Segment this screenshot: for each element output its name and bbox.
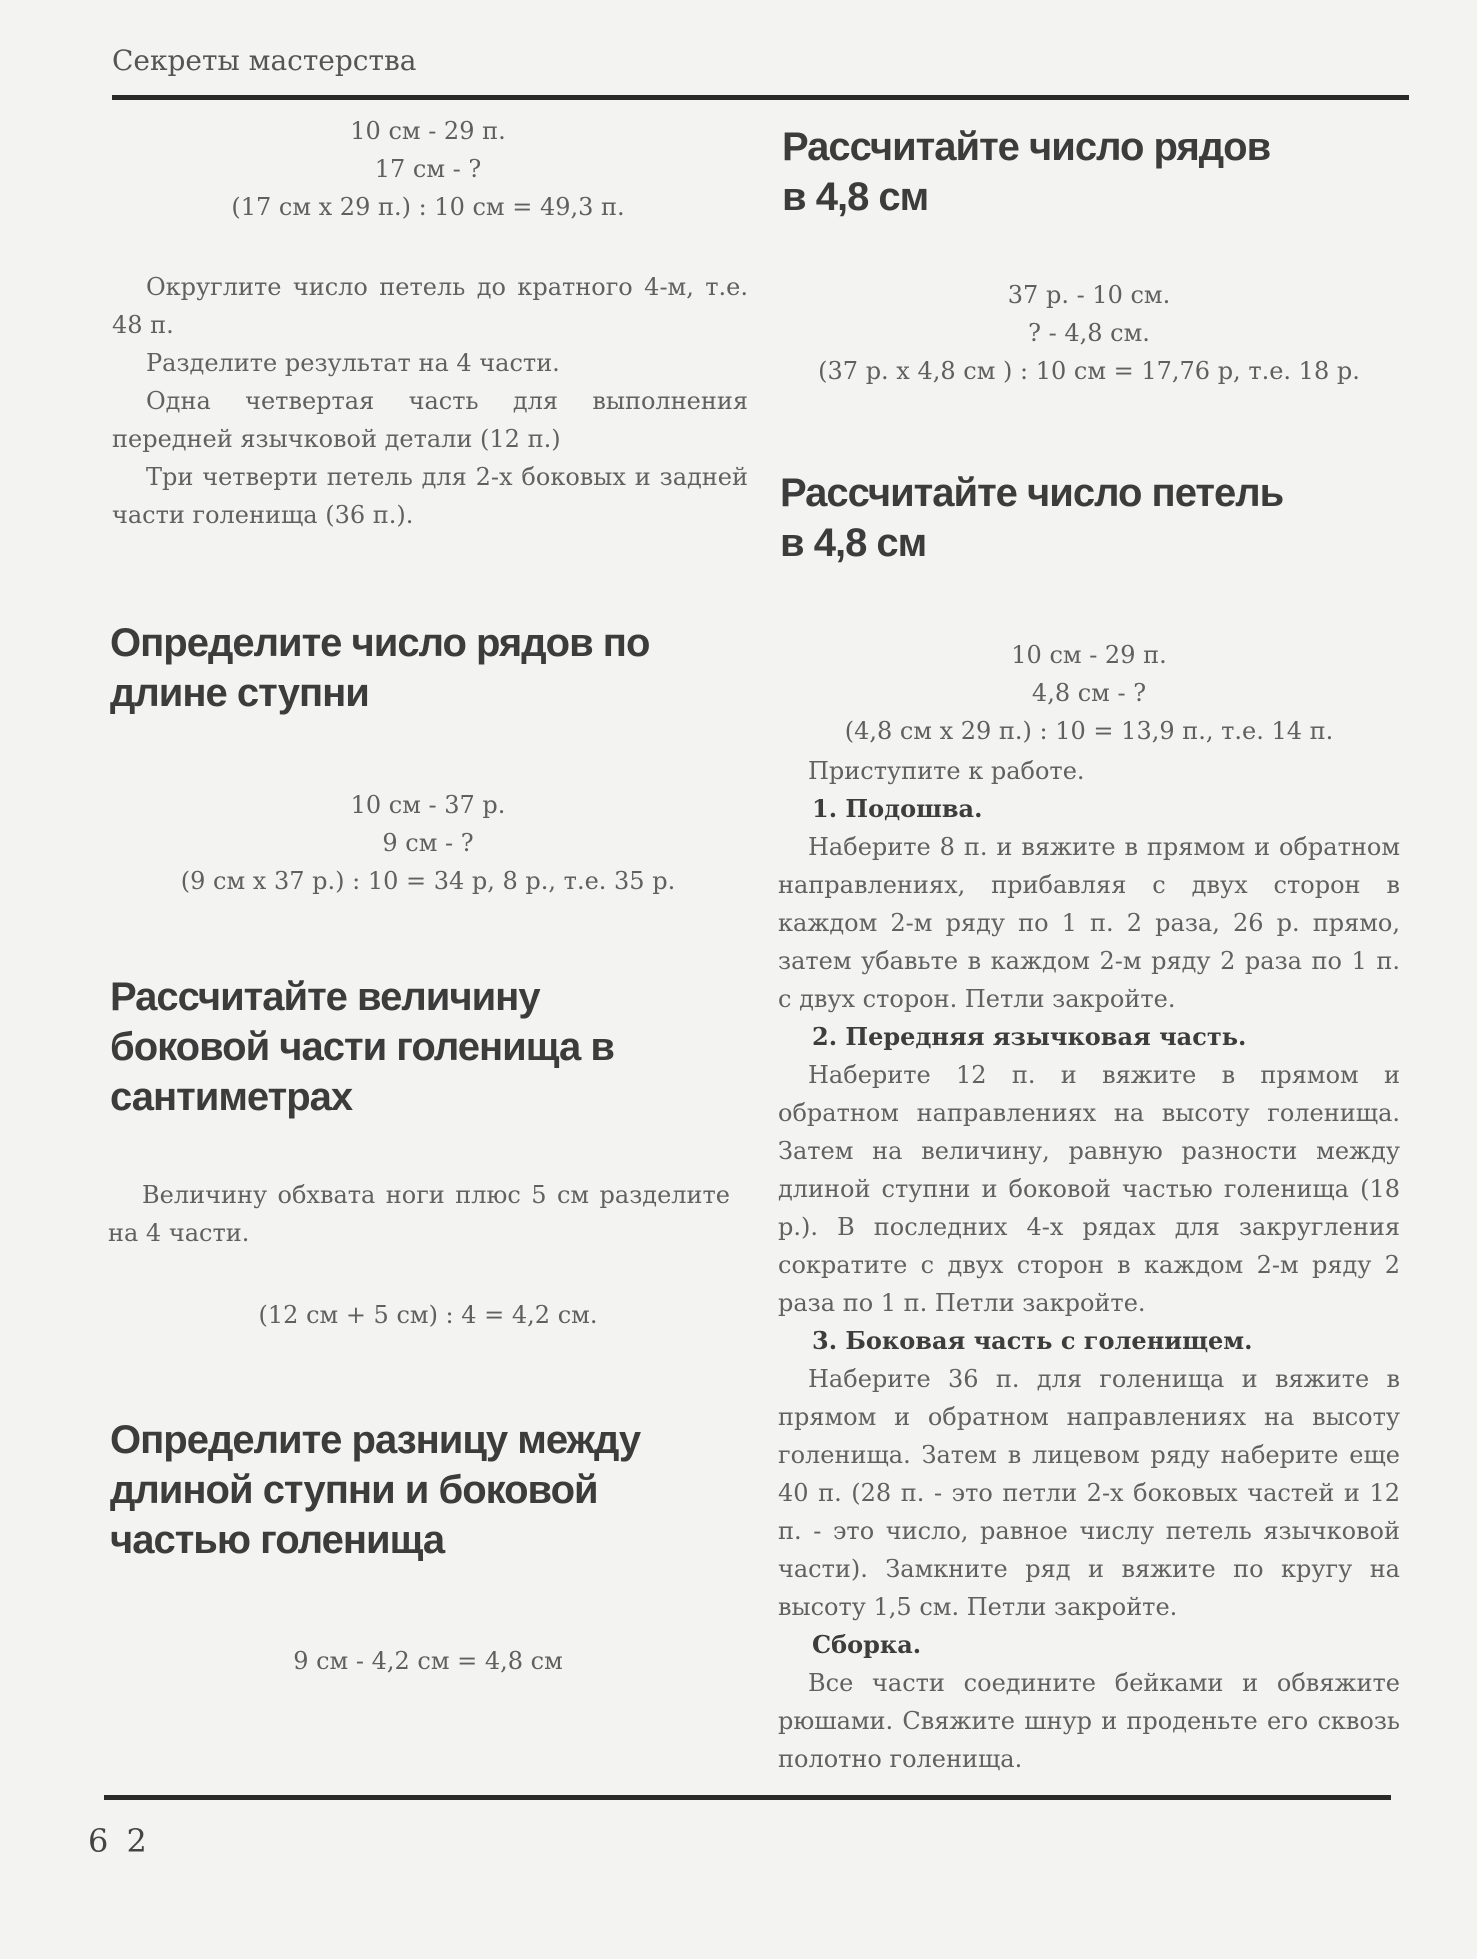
footer-rule — [104, 1795, 1391, 1800]
calc-line: 9 см - ? — [382, 829, 474, 857]
paragraph: Разделите результат на 4 части. — [146, 349, 560, 377]
step-3-title: 3. Боковая часть с голенищем. — [812, 1326, 1253, 1355]
calc-block-4 — [778, 636, 1400, 750]
calc-line: 10 см - 37 р. — [350, 791, 506, 819]
calc-line: 9 см - 4,2 см = 4,8 см — [293, 1647, 563, 1675]
heading-line: Определите разницу между — [110, 1418, 641, 1462]
step-2-text: Наберите 12 п. и вяжите в прямом и обратном направлениях на высоту голенища. Затем на величину, равную разности между длиной ступни и боковой частью голенища (18 р.). В последних 4-х рядах для закругления сократите с двух сторон в каждом 2-м ряду 2 раза по 1 п. Петли закройте. — [778, 1061, 1400, 1317]
heading-line: в 4,8 см — [782, 175, 929, 219]
assembly-text: Все части соедините бейками и обвяжите рюшами. Свяжите шнур и проденьте его сквозь полотно голенища. — [778, 1669, 1400, 1773]
step-3-text: Наберите 36 п. для голенища и вяжите в прямом и обратном направлениях на высоту голенища. Затем в лицевом ряду наберите еще 40 п. (28 п. - это петли 2-х боковых частей и 12 п. - это число, равное числу петель язычковой части). Замкните ряд и вяжите по кругу на высоту 1,5 см. Петли закройте. — [778, 1365, 1400, 1621]
calc-line: (4,8 см х 29 п.) : 10 = 13,9 п., т.е. 14 п. — [844, 717, 1334, 745]
heading-stitches-in-4-8 — [780, 468, 1400, 568]
paragraph: Одна четвертая часть для выполнения передней язычковой детали (12 п.) — [112, 387, 748, 453]
heading-difference — [110, 1415, 750, 1565]
paragraph: Три четверти петель для 2-х боковых и задней части голенища (36 п.). — [112, 463, 748, 529]
heading-line: Определите число рядов по — [110, 621, 650, 665]
calc-line: ? - 4,8 см. — [1028, 319, 1150, 347]
calc-line: 17 см - ? — [374, 155, 482, 183]
calc-block-1 — [108, 112, 748, 226]
paragraph-block-1 — [112, 268, 748, 534]
instructions — [778, 752, 1400, 1778]
heading-rows-by-foot — [110, 618, 750, 718]
calc-line: (17 см х 29 п.) : 10 см = 49,3 п. — [231, 193, 625, 221]
heading-line: боковой части голенища в — [110, 1025, 614, 1069]
calc-line: (37 р. х 4,8 см ) : 10 см = 17,76 р, т.е. 18 р. — [818, 357, 1360, 385]
step-1-title: 1. Подошва. — [812, 794, 983, 823]
assembly-title: Сборка. — [812, 1630, 922, 1659]
heading-line: в 4,8 см — [780, 521, 927, 565]
paragraph: Округлите число петель до кратного 4-м, т.е. 48 п. — [112, 273, 748, 339]
calc-line: 4,8 см - ? — [1031, 679, 1147, 707]
heading-side-part-size — [110, 972, 750, 1122]
page-header: Секреты мастерства — [112, 44, 417, 77]
heading-line: длине ступни — [110, 671, 369, 715]
heading-rows-in-4-8 — [782, 122, 1402, 222]
calc-line: 10 см - 29 п. — [350, 117, 506, 145]
step-2-title: 2. Передняя язычковая часть. — [812, 1022, 1247, 1051]
start-text: Приступите к работе. — [808, 757, 1085, 785]
calc-line: (12 см + 5 см) : 4 = 4,2 см. — [258, 1301, 598, 1329]
heading-line: сантиметрах — [110, 1075, 353, 1119]
page-number: 6 2 — [88, 1822, 151, 1860]
header-rule — [112, 95, 1409, 100]
heading-line: частью голенища — [110, 1518, 445, 1562]
heading-line: Рассчитайте величину — [110, 975, 540, 1019]
calc-line: 37 р. - 10 см. — [1007, 281, 1171, 309]
calc-line: 10 см - 29 п. — [1011, 641, 1167, 669]
step-1-text: Наберите 8 п. и вяжите в прямом и обратном направлениях, прибавляя с двух сторон в каждом 2-м ряду по 1 п. 2 раза, 26 р. прямо, затем убавьте в каждом 2-м ряду 2 раза по 1 п. с двух сторон. Петли закройте. — [778, 833, 1400, 1013]
calc-block-2 — [108, 786, 748, 900]
calc-line: (9 см х 37 р.) : 10 = 34 р, 8 р., т.е. 35 р. — [180, 867, 676, 895]
paragraph: Величину обхвата ноги плюс 5 см разделите на 4 части. — [108, 1181, 730, 1247]
calc-block-3 — [778, 276, 1400, 390]
heading-line: Рассчитайте число петель — [780, 471, 1284, 515]
heading-line: длиной ступни и боковой — [110, 1468, 598, 1512]
heading-line: Рассчитайте число рядов — [782, 125, 1271, 169]
